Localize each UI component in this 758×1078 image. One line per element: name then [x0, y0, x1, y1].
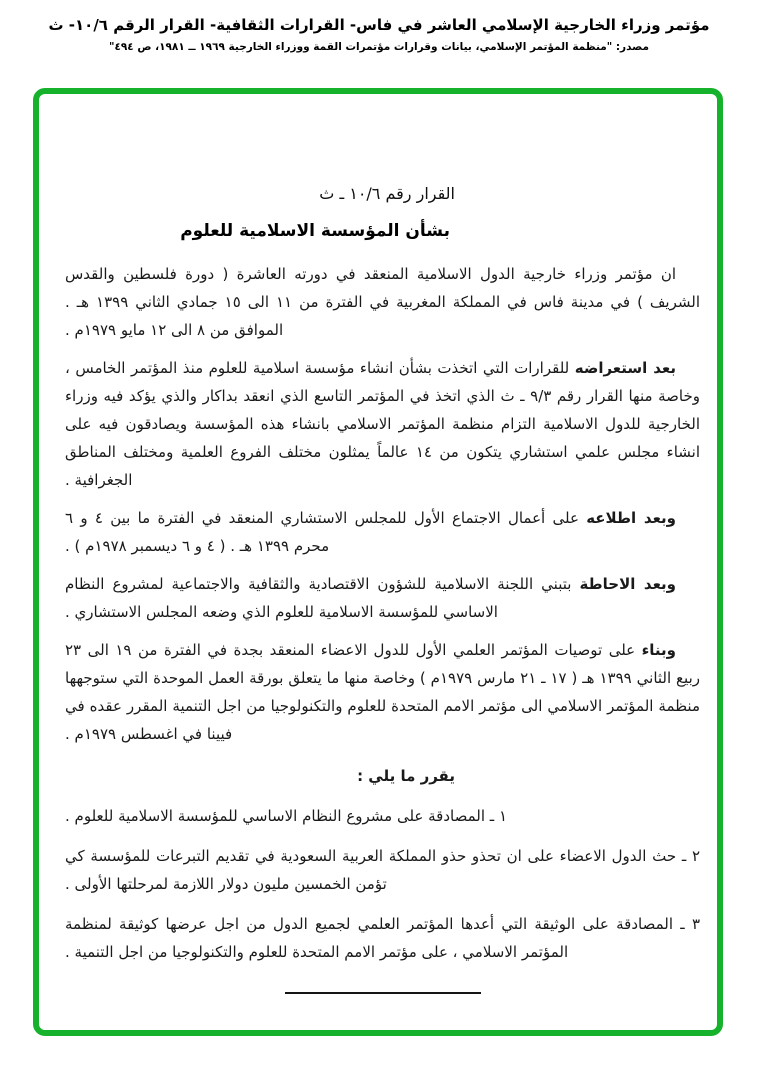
- paragraph-lead: بعد استعراضه: [574, 359, 676, 377]
- resolution-item-1: ١ ـ المصادقة على مشروع النظام الاساسي للمؤسسة الاسلامية للعلوم .: [65, 807, 508, 825]
- resolution-body: [39, 94, 717, 994]
- end-divider-line: [285, 992, 481, 994]
- paragraph-text: ان مؤتمر وزراء خارجية الدول الاسلامية المنعقد في دورته العاشرة ( دورة فلسطين والقدس الشريف ) في مدينة فاس في المملكة المغربية في الفترة من ١١ الى ١٥ جمادي الثاني ١٣٩٩ هـ . الموافق من ٨ الى ١٢ مايو ١٩٧٩م .: [65, 265, 700, 339]
- decides-clause: يقرر ما يلي :: [357, 767, 455, 785]
- preamble-paragraph: [65, 570, 700, 626]
- green-frame: [33, 88, 723, 1036]
- preamble-paragraph: [65, 636, 700, 748]
- paragraph-lead: وبعد الاحاطة: [579, 575, 676, 593]
- resolution-subject-title: بشأن المؤسسة الاسلامية للعلوم: [180, 221, 450, 241]
- preamble-paragraph: [65, 504, 700, 560]
- preamble-paragraph: [65, 260, 700, 344]
- paragraph-text: للقرارات التي اتخذت بشأن انشاء مؤسسة اسلامية للعلوم منذ المؤتمر الخامس ، وخاصة منها القرار رقم ٩/٣ ـ ث الذي اتخذ في المؤتمر التاسع الذي انعقد بداكار والذي يؤكد فيه وزراء الخارجية للدول الاسلامية التزام منظمة المؤتمر الاسلامي بانشاء هذه المؤسسة ويصادقون فيه على انشاء مجلس علمي استشاري يتكون من ١٤ عالماً يمثلون مختلف الفروع العلمية ومختلف المناطق الجغرافية .: [65, 359, 700, 489]
- resolution-item-3: ٣ ـ المصادقة على الوثيقة التي أعدها المؤتمر العلمي لجميع الدول من اجل عرضها كوثيقة لمنظمة المؤتمر الاسلامي ، على مؤتمر الامم المتحدة للعلوم والتكنولوجيا من اجل التنمية .: [65, 915, 700, 961]
- paragraph-text: بتبني اللجنة الاسلامية للشؤون الاقتصادية والثقافية والاجتماعية لمشروع النظام الاساسي للمؤسسة الاسلامية للعلوم الذي وضعه المجلس الاستشاري .: [65, 575, 572, 621]
- resolution-number-title: القرار رقم ١٠/٦ ـ ث: [319, 184, 455, 203]
- paragraph-text: على أعمال الاجتماع الأول للمجلس الاستشاري المنعقد في الفترة ما بين ٤ و ٦ محرم ١٣٩٩ هـ . ( ٤ و ٦ ديسمبر ١٩٧٨م ) .: [65, 509, 579, 555]
- header-citation-line: مؤتمر وزراء الخارجية الإسلامي العاشر في فاس- القرارات الثقافية- القرار الرقم ١٠/٦- ث: [48, 16, 710, 34]
- paragraph-lead: وبناء: [641, 641, 677, 659]
- paragraph-text: على توصيات المؤتمر العلمي الأول للدول الاعضاء المنعقد بجدة في الفترة من ١٩ الى ٢٣ ربيع الثاني ١٣٩٩ هـ ( ١٧ ـ ٢١ مارس ١٩٧٩م ) وخاصة منها ما يتعلق بورقة العمل الموحدة التي ستوجهها منظمة المؤتمر الاسلامي الى مؤتمر الامم المتحدة للعلوم والتكنولوجيا من اجل التنمية المقرر عقده في فيينا في اغسطس ١٩٧٩م .: [65, 641, 700, 743]
- preamble-paragraph: [65, 354, 700, 494]
- resolution-item-2: ٢ ـ حث الدول الاعضاء على ان تحذو حذو المملكة العربية السعودية في تقديم التبرعات للمؤسسة كي تؤمن الخمسين مليون دولار اللازمة لمرحلتها الأولى .: [65, 847, 700, 893]
- page-header: [0, 0, 758, 53]
- header-source-line: مصدر: "منظمة المؤتمر الإسلامي، بيانات وقرارات مؤتمرات القمة ووزراء الخارجية ١٩٦٩ ــ ١٩٨١، ص ٤٩٤": [108, 41, 650, 53]
- paragraph-lead: وبعد اطلاعه: [586, 509, 677, 527]
